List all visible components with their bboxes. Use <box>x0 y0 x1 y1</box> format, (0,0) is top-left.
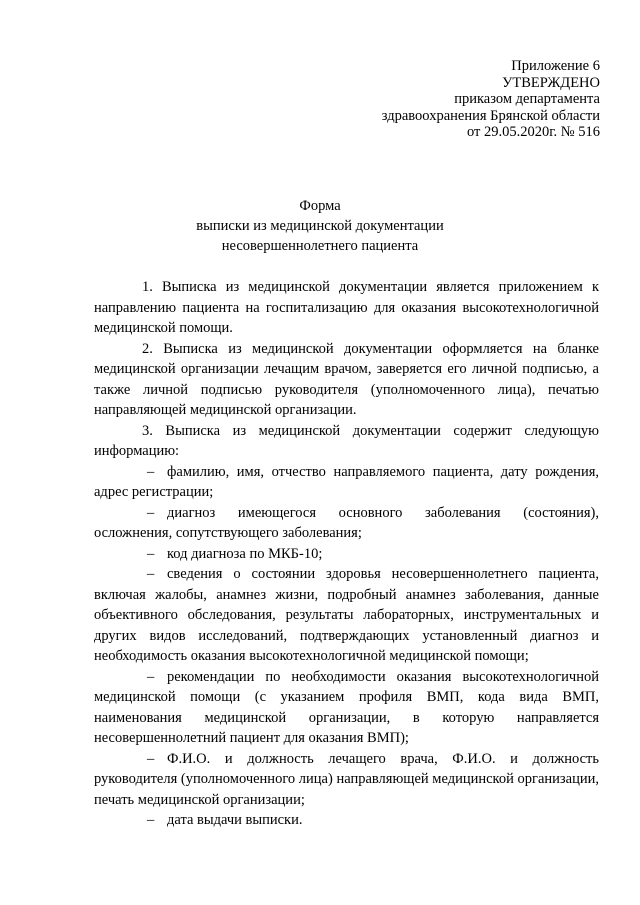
approval-block <box>382 58 600 141</box>
dash-marker: – <box>147 750 155 767</box>
dash-marker: – <box>147 668 155 685</box>
dash-marker: – <box>147 504 155 521</box>
dash-marker: – <box>147 566 155 582</box>
dash-marker: – <box>147 812 155 828</box>
list-item-text: код диагноза по МКБ-10; <box>167 545 323 562</box>
list-item <box>94 462 599 503</box>
title-line-patient: несовершеннолетнего пациента <box>221 238 419 254</box>
list-item-text: дата выдачи выписки. <box>167 812 303 828</box>
list-item-text: рекомендации по необходимости оказания высокотехнологичной медицинской помощи (с указанием профиля ВМП, кода вида ВМП, наименования медицинской организации, в которую направляется несовершеннолетний пациент для оказания ВМП); <box>94 668 599 746</box>
appendix-label: Приложение 6 <box>511 58 600 74</box>
list-item <box>94 667 599 749</box>
list-item-text: Ф.И.О. и должность лечащего врача, Ф.И.О. и должность руководителя (уполномоченного лица) направляющей медицинской организации, печать медицинской организации; <box>94 750 599 808</box>
title-line-form: Форма <box>299 198 341 214</box>
list-item <box>94 564 599 667</box>
approved-label: УТВЕРЖДЕНО <box>502 74 600 91</box>
list-item <box>94 503 599 544</box>
order-line: приказом департамента <box>454 91 600 107</box>
list-item <box>94 544 599 565</box>
document-title <box>0 196 640 256</box>
dash-marker: – <box>147 463 155 480</box>
paragraph-1: 1. Выписка из медицинской документации является приложением к направлению пациента на госпитализацию для оказания высокотехнологичной медицинской помощи. <box>94 279 599 336</box>
document-body <box>94 277 599 831</box>
title-line-extract: выписки из медицинской документации <box>196 218 444 234</box>
list-item <box>94 749 599 811</box>
dash-marker: – <box>147 545 155 562</box>
paragraph-2: 2. Выписка из медицинской документации оформляется на бланке медицинской организации лечащим врачом, заверяется его личной подписью, а также личной подписью руководителя (уполномоченного лица), печатью направляющей медицинской организации. <box>94 340 599 418</box>
list-item-text: фамилию, имя, отчество направляемого пациента, дату рождения, адрес регистрации; <box>94 463 599 500</box>
order-date-line: от 29.05.2020г. № 516 <box>466 124 600 140</box>
list-item <box>94 810 599 831</box>
list-item-text: сведения о состоянии здоровья несовершеннолетнего пациента, включая жалобы, анамнез жизни, подробный анамнез заболевания, данные объективного обследования, результаты лабораторных, инструментальных и других видов исследований, подтверждающих установленный диагноз и необходимость оказания высокотехнологичной медицинской помощи; <box>94 566 599 664</box>
paragraph-3: 3. Выписка из медицинской документации содержит следующую информацию: <box>94 422 599 459</box>
department-line: здравоохранения Брянской области <box>381 107 600 124</box>
list-item-text: диагноз имеющегося основного заболевания (состояния), осложнения, сопутствующего заболевания; <box>94 504 599 541</box>
